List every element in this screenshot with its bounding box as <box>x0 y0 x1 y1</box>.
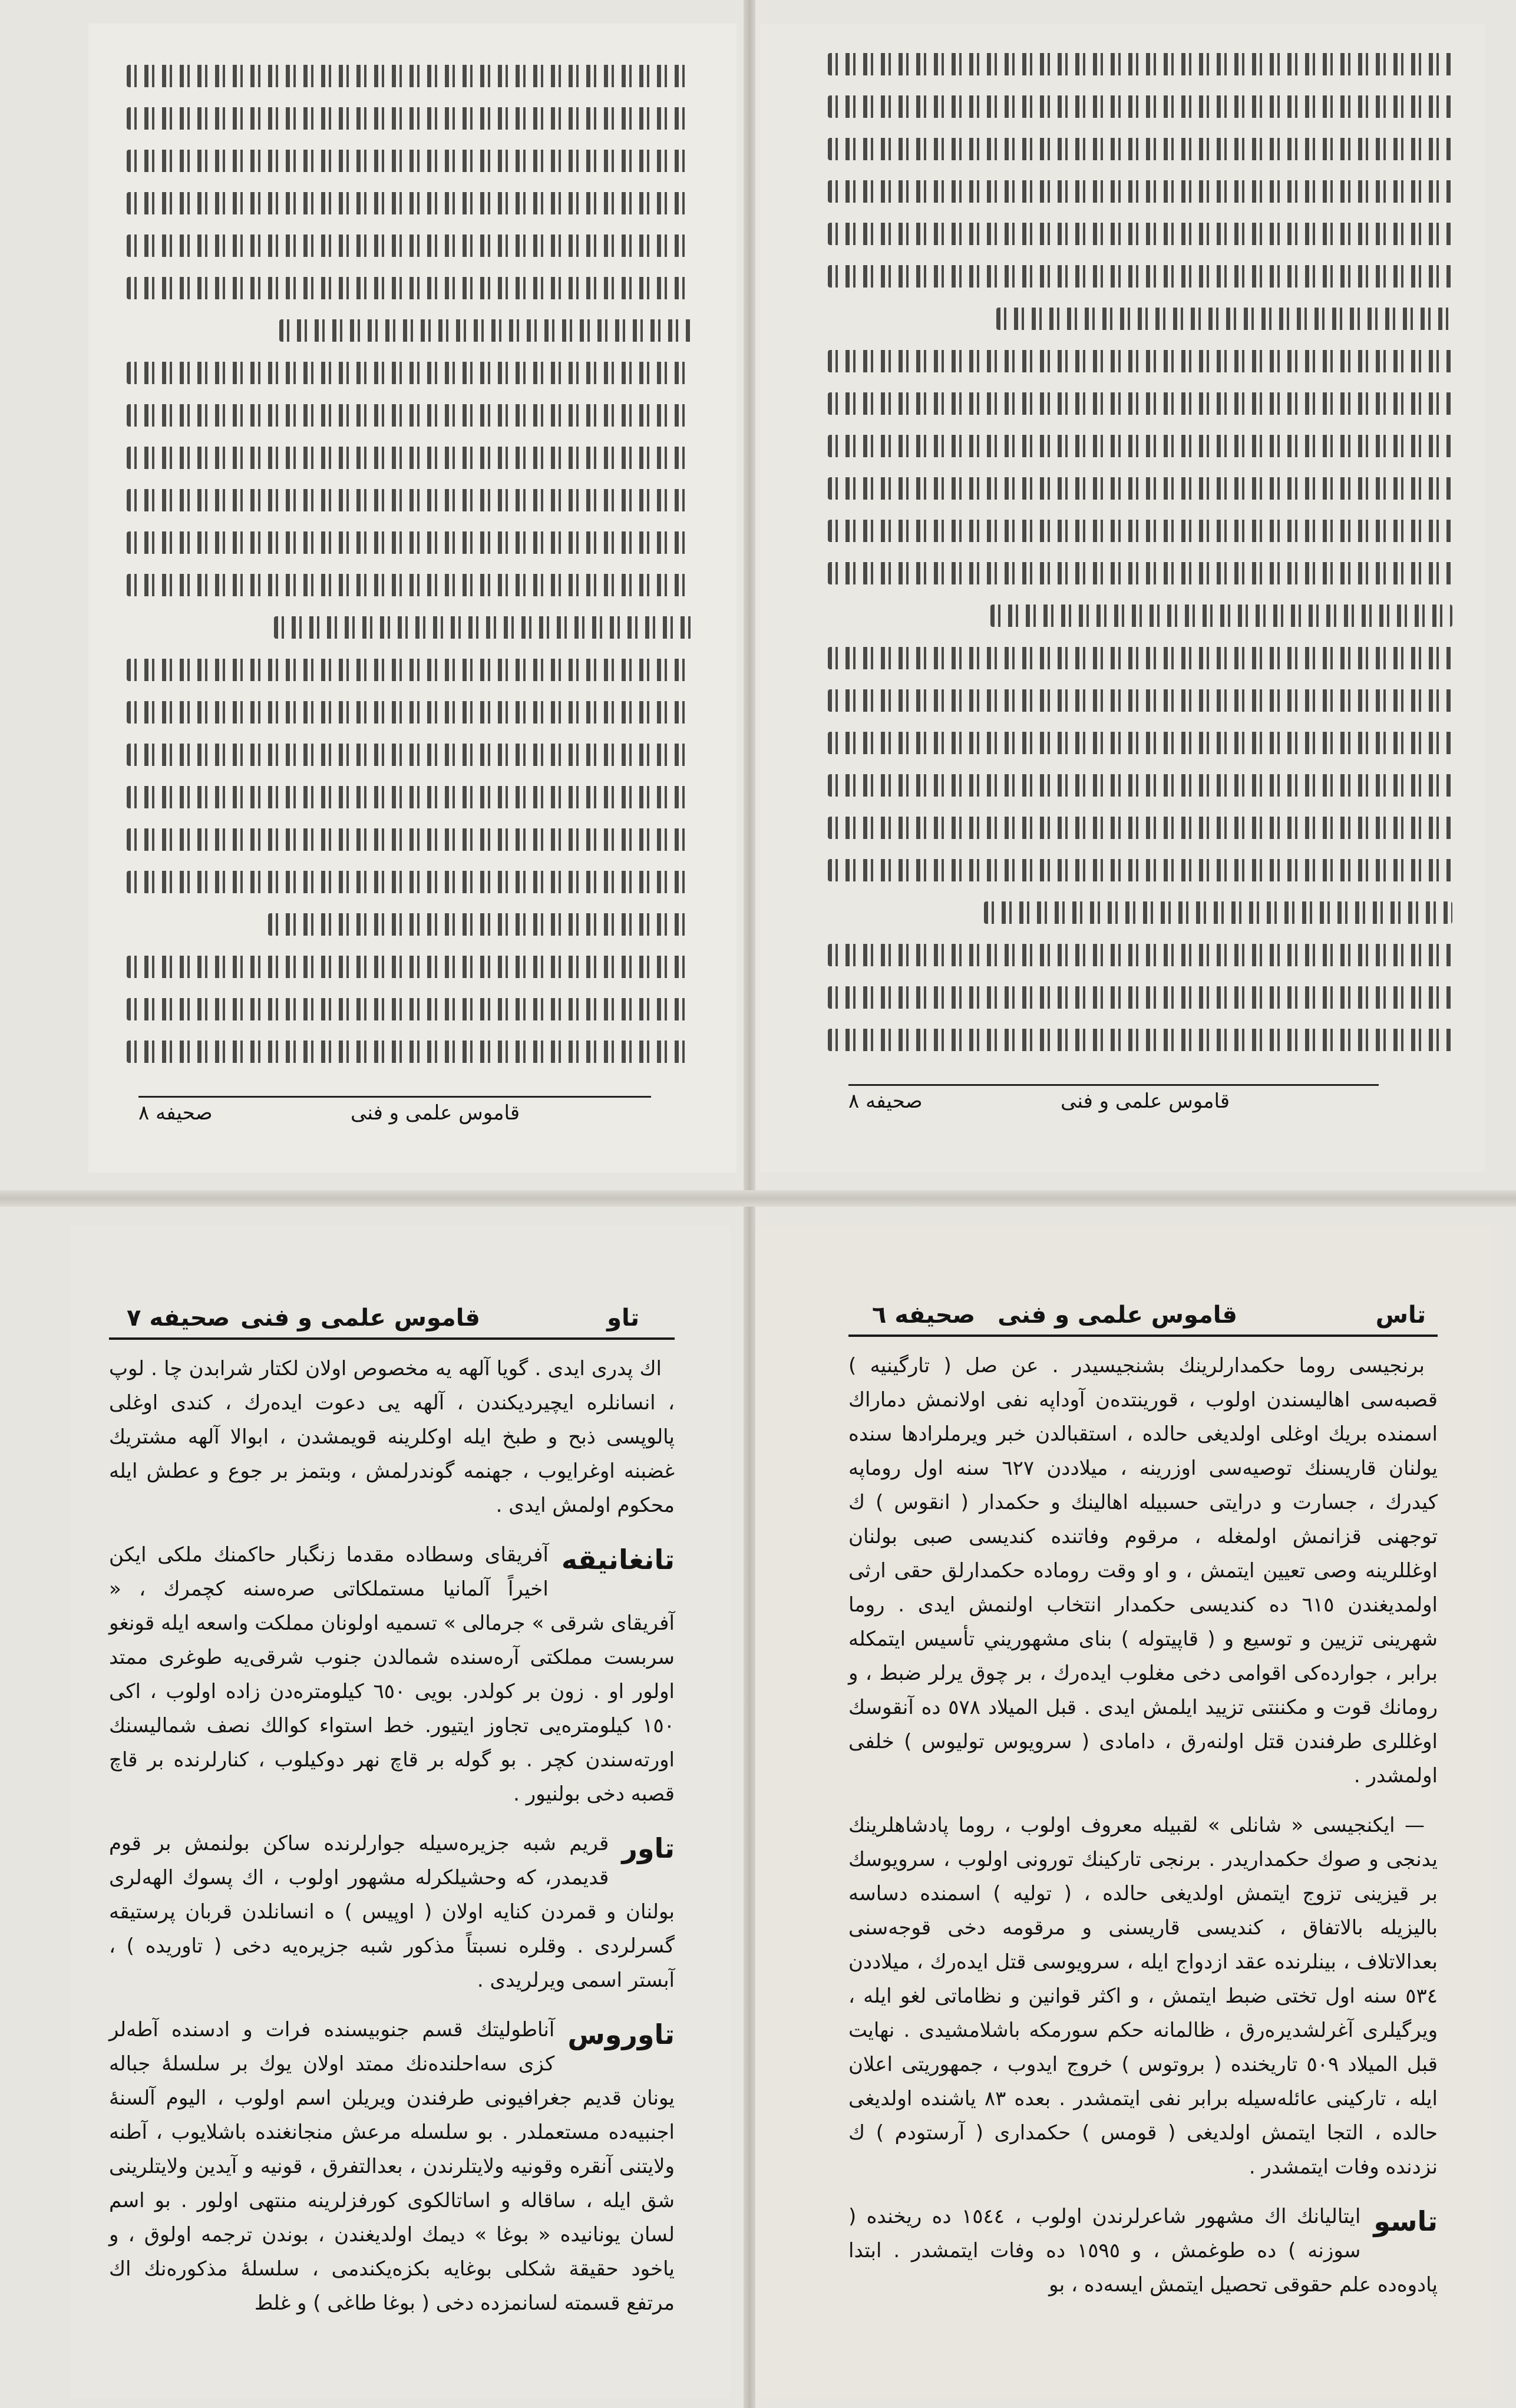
entry <box>848 1349 1438 1793</box>
script-line <box>127 744 692 766</box>
dictionary-title: قاموس علمى و فنى <box>998 1302 1237 1329</box>
script-line <box>828 562 1452 584</box>
script-line <box>274 616 692 639</box>
entry-headword: تاوروس <box>567 2019 675 2050</box>
script-line <box>828 520 1452 542</box>
script-line <box>127 786 692 808</box>
entry <box>109 2013 675 2336</box>
dictionary-title: قاموس علمى و فنى <box>240 1304 480 1332</box>
script-line <box>127 447 692 469</box>
entry <box>109 1352 675 1522</box>
script-line <box>127 107 692 130</box>
script-line <box>127 871 692 893</box>
script-line <box>828 180 1452 203</box>
entry-headword: تاسو <box>1373 2205 1438 2237</box>
entry <box>109 1538 675 1826</box>
entry-headword: تانغانيقه <box>561 1544 675 1575</box>
entry-text: اك پدرى ايدى . گويا آلهه يه مخصوص اولان لكتار شرابدن چا . لوپ ، انسانلره ايچيرديكندن ، آلهه يى دعوت ايدەرك ، كندى اوغلى پالوپسى ذبح و طبخ ايله اوكلرينه قويمشدن ، ابوالا آلهه مشتريك غضبنه اوغرايوب ، جهنمه گوندرلمش ، وبتمز بر جوع و عطش ايله محكوم اولمش ايدى . <box>109 1357 675 1517</box>
script-line <box>828 986 1452 1009</box>
script-line <box>279 319 692 342</box>
script-line <box>828 95 1452 118</box>
script-line <box>828 944 1452 966</box>
entry-text: — ايكنجيسى « شانلى » لقبيله معروف اولوب ، روما پادشاهلرينك يدنجى و صوك حكمداريدر . برنجى تاركينك تورونى اولوب ، سرويوسك بر قيزينى تزوج ايتمش اولديغى حالده ، ( توليه ) اسمنده دساسه باليزيله بالاتفاق ، كنديسى قاريسنى و مرقومه دخى قوجه‌سنى بعدالاتلاف ، بينلرنده عقد ازدواج ايله ، سرويوسى قتل ايده‌رك ، ميلاددن ٥٣٤ سنه اول تختى ضبط ايتمش ، و اكثر قوانين و نظاماتى لغو ايله ، ويرگيلرى آغرلشديره‌رق ، ظالمانه حكم سورمكه باشلامشيدى . نهايت قبل الميلاد ٥٠٩ تاريخنده ( بروتوس ) خروج ايدوب ، جمهوريتى اعلان ايله ، تاركينى عائله‌سيله برابر نفى ايتمشدر . بعده ٨٣ ياشنده اولديغى حالده ، التجا ايتمش اولديغى ( قومس ) حكمدارى ( آرستودم ) ك نزدنده وفات ايتمشدر . <box>848 1814 1438 2179</box>
script-line <box>828 774 1452 797</box>
lower-left-page-content <box>109 1302 675 2336</box>
script-line <box>127 1041 692 1063</box>
horizontal-fold-line <box>0 1190 1516 1207</box>
script-line <box>127 574 692 596</box>
lower-right-page-content <box>848 1299 1438 2317</box>
entry-headword: تاور <box>622 1832 675 1864</box>
script-line <box>828 223 1452 245</box>
script-line <box>127 998 692 1020</box>
script-line <box>127 828 692 851</box>
script-line <box>828 392 1452 415</box>
script-line <box>984 901 1452 924</box>
page-number: صحيفه ٧ <box>127 1304 230 1332</box>
entry-text: ايتاليانك اك مشهور شاعرلرندن اولوب ، ١٥٤٤ ده ريخنده ( سوزنه ) ده طوغمش ، و ١٥٩٥ ده وفات ايتمشدر . ابتدا پادوه‌ده علم حقوقى تحصيل ايتمش ايسه‌ده ، بو <box>848 2205 1438 2297</box>
script-line <box>828 138 1452 160</box>
script-line <box>828 435 1452 457</box>
upper-right-footer-header <box>848 1084 1379 1113</box>
script-line <box>127 659 692 681</box>
entry <box>848 2199 1438 2317</box>
lower-right-page-header <box>848 1299 1438 1337</box>
lower-left-page-header <box>109 1302 675 1340</box>
script-line <box>828 732 1452 754</box>
script-line <box>127 277 692 299</box>
script-line <box>990 605 1452 627</box>
script-line <box>828 689 1452 712</box>
script-line <box>127 701 692 724</box>
entry-text: آفريقاى وسطاده مقدما زنگبار حاكمنك ملكى ايكن اخيراً آلمانيا مستملكاتى صره‌سنه كچمرك ، « آفريقاى شرقى » جرمالى » تسميه اولونان مملكت واسعه ايله قونغو سربست مملكتى آره‌سنده شمالدن جنوب شرقى‌يه طوغرى ممتد اولور او . زون بر كولدر. بويى ٦٥٠ كيلومتره‌دن زاده اولوب ، اكى ١٥٠ كيلومتره‌يى تجاوز ايتيور. خط استواء كوالك نصف شماليسنك اورته‌سندن كچر . بو گوله بر قاچ نهر دوكيلوب ، كنارلرنده بر قاچ قصبه دخى بولنيور . <box>109 1543 675 1806</box>
script-line <box>127 234 692 257</box>
script-line <box>828 350 1452 372</box>
script-line <box>127 531 692 554</box>
script-line <box>828 1029 1452 1051</box>
script-line <box>828 265 1452 288</box>
script-line <box>268 913 692 936</box>
script-line <box>828 817 1452 839</box>
upper-left-script-block <box>127 65 692 1083</box>
script-line <box>127 192 692 214</box>
script-line <box>996 308 1452 330</box>
script-line <box>127 150 692 172</box>
upper-right-script-block <box>828 53 1452 1071</box>
upper-right-page-label: صحيفه ٨ <box>848 1089 923 1113</box>
script-line <box>127 362 692 384</box>
upper-left-dictionary-title: قاموس علمى و فنى <box>351 1101 520 1125</box>
entry <box>848 1808 1438 2184</box>
script-line <box>127 404 692 427</box>
entry-text: برنجيسى روما حكمدارلرينك بشنجيسيدر . عن صل ( تارگينيه ) قصبه‌سى اهاليسندن اولوب ، قورينتده‌ن آوداپه نفى اولانمش دماراك اسمنده بريك اوغلى اولديغى حالده ، استقبالدن خبر ويرملرادها سنده يولنان قاريسنك توصيه‌سى اوزرينه ، ميلاددن ٦٢٧ سنه اول روماپه كيدرك ، جسارت و درايتى حسبيله اهالينك و حكمدار ( انقوس ) ك توجهنى قزانمش اولمغله ، مرقوم وفاتنده كنديسى صبى بولنان اوغللرينه وصى تعيين ايتمش ، و او وقت روماده حكمدارلق حقى ارثى اولمديغندن ٦١٥ ده كنديسى حكمدار انتخاب اولنمش ايدى . روما شهرينى تزيين و توسيع و ( قاپيتوله ) بناى مشهوريني تأسيس ايتمكله برابر ، جوارده‌كى اقوامى دخى مغلوب ايده‌رك ، بر چوق يرلر ضبط ، و رومانك قوت و مكننتى تزييد ايلمش ايدى . قبل الميلاد ٥٧٨ ده آنقوسك اوغللرى طرفندن قتل اولنه‌رق ، دامادى ( سرويوس توليوس ) خلفى اولمشدر . <box>848 1354 1438 1788</box>
page-headword: تاو <box>607 1304 639 1332</box>
script-line <box>828 477 1452 500</box>
upper-left-footer-header <box>138 1096 651 1125</box>
upper-left-page-label: صحيفه ٨ <box>138 1101 213 1125</box>
script-line <box>828 647 1452 669</box>
script-line <box>127 489 692 511</box>
script-line <box>828 859 1452 881</box>
page-number: صحيفه ٦ <box>872 1302 976 1329</box>
script-line <box>127 956 692 978</box>
page-headword: تاس <box>1375 1302 1426 1329</box>
upper-right-dictionary-title: قاموس علمى و فنى <box>1061 1089 1230 1113</box>
script-line <box>127 65 692 87</box>
entry-text: آناطوليتك قسم جنوبيسنده فرات و ادسنده آطه‌لر كزى سه‌احلنده‌نك ممتد اولان يوك بر سلسلهٔ جباله يونان قديم جغرافيونى طرفندن ويريلن اسم اولوب ، اليوم آلسنهٔ اجنبيه‌ده مستعملدر . بو سلسله مرعش منجانغنده باشلايوب ، آطنه ولايتنى آنقره وقونيه ولايتلرندن ، بعدالتفرق ، قونيه و آيدين ولايتلرينى شق ايله ، ساقاله و اساتالكوى كورفزلرينه منتهى اولور . بو اسم لسان يونانيده « بوغا » ديمك اولديغندن ، بوندن ترجمه اولوق ، و ياخود حقيقة شكلى بوغايه بكزه‌يكندمى ، سلسلهٔ مذكوره‌نك اك مرتفع قسمته لسانمزده دخى ( بوغا طاغى ) و غلط <box>109 2018 675 2315</box>
entry <box>109 1826 675 2013</box>
entry-text: قريم شبه جزيره‌سيله جوارلرنده ساكن بولنمش بر قوم قديمدر، كه وحشيلكرله مشهور اولوب ، اك پسوك الهه‌لرى بولنان و قمردن كنايه اولان ( اوپيس ) ه انسانلدن قربان پرستيقه گسرلردى . وقلره نسبتاً مذكور شبه جزيره‌يه دخى ( تاوريده ) ، آبستر اسمى ويرلريدى . <box>109 1832 675 1992</box>
script-line <box>828 53 1452 75</box>
